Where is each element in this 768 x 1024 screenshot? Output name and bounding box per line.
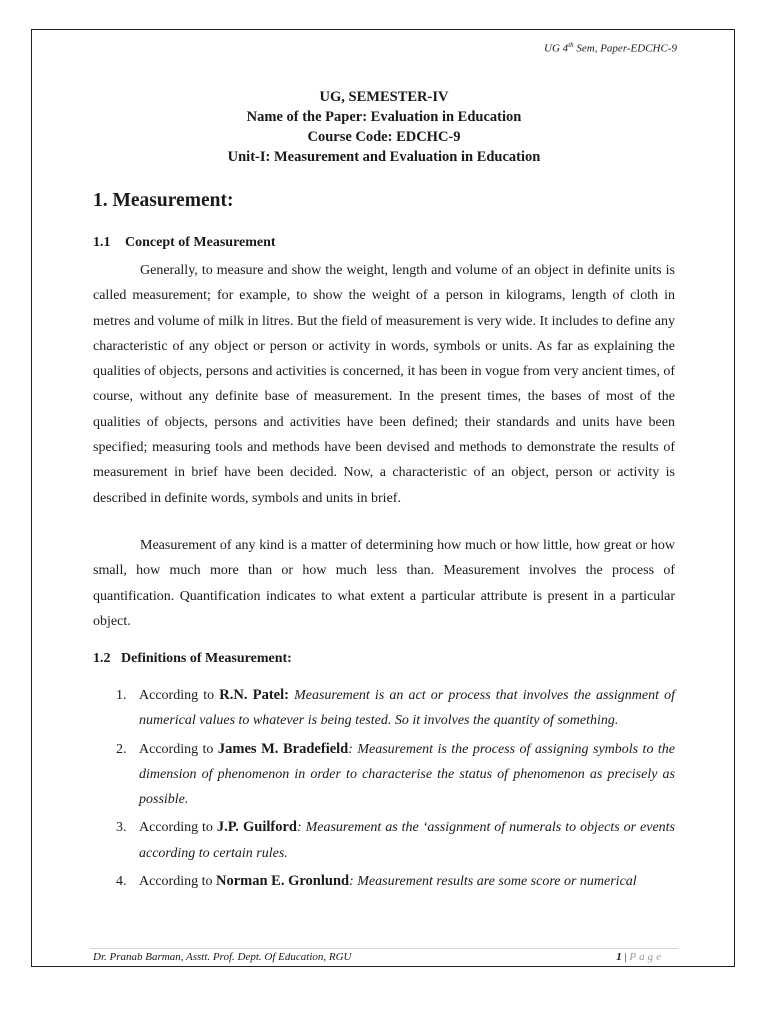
subsection-heading-1-2 (93, 651, 292, 667)
list-item (93, 683, 675, 734)
item-lead: According to (139, 874, 216, 890)
item-number: 3. (116, 820, 127, 836)
item-lead: According to (139, 820, 217, 836)
item-author: James M. Bradefield (217, 740, 349, 757)
footer-divider (90, 948, 678, 949)
paragraph-concept-1: Generally, to measure and show the weight, length and volume of an object in definite units is called measurement; for example, to show the weight of a person in kilograms, length of cloth in metres and volume of milk in litres. But the field of measurement is very wide. It includes to define any characteristic of any object or person or activity in words, symbols or units. As far as explaining the qualities of objects, persons and activities is concerned, it has been in vogue from very ancient times, of course, without any definite base of measurement. In the present times, the bases of most of the qualities of objects, persons and activities have been defined; their standards and units have been specified; measuring tools and methods have been devised and methods to demonstrate the results of measurement in brief have been decided. Now, a characteristic of an object, person or activity is described in definite words, symbols and units in brief. (93, 263, 675, 506)
subsection-number: 1.1 (93, 235, 111, 250)
item-lead: According to (139, 741, 218, 757)
page-word: Page (629, 951, 664, 963)
item-quote: Measurement is an act or process that involves the assignment of numerical values to whatever is being tested. So it involves the quantity of something. (139, 688, 676, 729)
title-line-4: Unit-I: Measurement and Evaluation in Education (227, 149, 541, 165)
header-sup: th (568, 41, 574, 49)
item-number: 1. (116, 688, 127, 703)
paragraph-concept-2: Measurement of any kind is a matter of determining how much or how little, how great or how small, how much more than or how much less than. Measurement involves the process of quantification. Quantification indicates to what extent a particular attribute is present in a particular object. (93, 538, 675, 629)
item-lead: According to (139, 688, 220, 703)
item-quote: : Measurement results are some score or numerical (349, 874, 637, 890)
footer-page (616, 951, 664, 963)
page-number: 1 (616, 951, 622, 963)
list-item (93, 815, 675, 866)
header-rest: Sem, Paper-EDCHC-9 (573, 42, 677, 55)
list-item (93, 869, 675, 894)
title-block (0, 87, 768, 167)
item-number: 2. (116, 741, 127, 757)
item-quote: : Measurement is the process of assigning symbols to the dimension of phenomenon in order to characterise the status of phenomenon as precisely as possible. (139, 741, 675, 808)
item-author: Norman E. Gronlund (215, 873, 350, 890)
item-author: J.P. Guilford (216, 819, 297, 836)
subsection-heading-1-1 (93, 235, 276, 251)
title-line-1: UG, SEMESTER-IV (319, 89, 449, 105)
subsection-title: Definitions of Measurement: (121, 651, 292, 666)
footer-author: Dr. Pranab Barman, Asstt. Prof. Dept. Of Education, RGU (93, 951, 352, 963)
item-author: R.N. Patel: (219, 687, 289, 703)
item-quote: : Measurement as the ‘assignment of numerals to objects or events according to certain rules. (139, 820, 676, 861)
subsection-title: Concept of Measurement (125, 235, 276, 250)
running-header (544, 41, 677, 55)
page-separator: | (621, 951, 630, 963)
header-course: UG 4 (544, 42, 569, 55)
title-line-3: Course Code: EDCHC-9 (307, 129, 461, 145)
subsection-number: 1.2 (93, 651, 111, 666)
item-number: 4. (116, 874, 127, 890)
section-heading: 1. Measurement: (93, 190, 234, 211)
definitions-list (93, 683, 675, 894)
title-line-2: Name of the Paper: Evaluation in Education (246, 109, 522, 125)
list-item (93, 737, 675, 813)
